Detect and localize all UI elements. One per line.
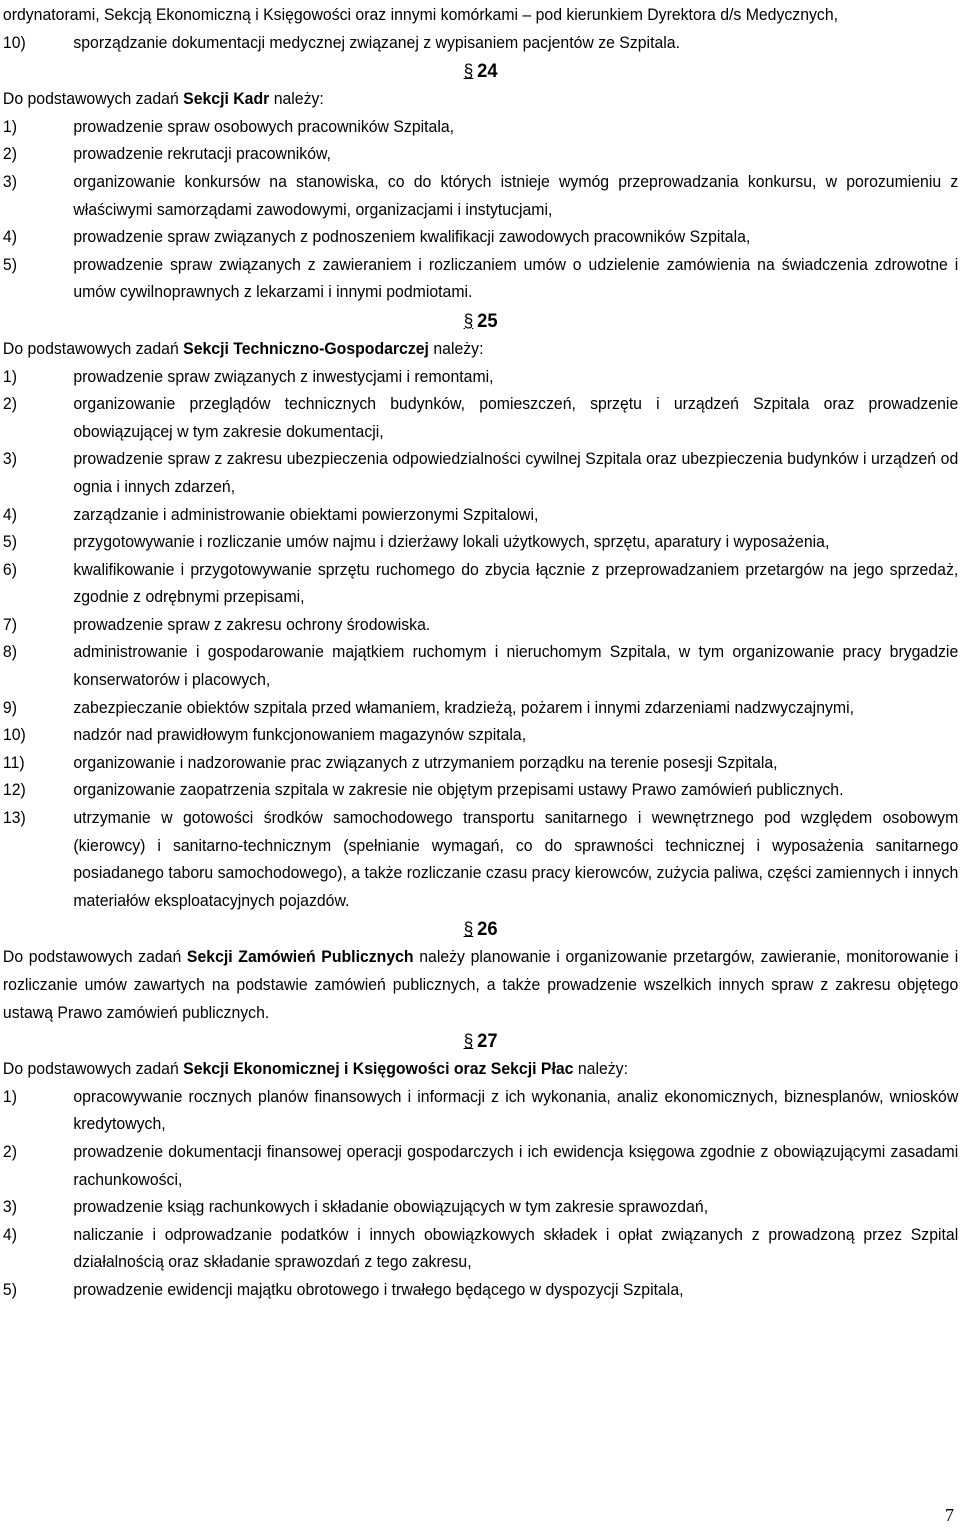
list-item: 12) organizowanie zaopatrzenia szpitala w zakresie nie objętym przepisami ustawy Prawo zamówień publicznych. [2,781,844,800]
list-item: 3) prowadzenie spraw z zakresu ubezpieczenia odpowiedzialności cywilnej Szpitala oraz ubezpieczenia budynków i urządzeń od ognia i innych zdarzeń, [2,450,959,496]
list-item: 2) prowadzenie rekrutacji pracowników, [2,145,331,164]
unit-name: Sekcji Kadr [183,90,270,109]
section-number: 27 [477,1031,498,1053]
list-item: 2) organizowanie przeglądów technicznych budynków, pomieszczeń, sprzętu i urządzeń Szpitala oraz prowadzenie obowiązującej w tym zakresie dokumentacji, [2,395,959,441]
list-item: 8) administrowanie i gospodarowanie majątkiem ruchomym i nieruchomym Szpitala, w tym organizowanie pracy brygadzie konserwatorów i placowych, [2,643,959,690]
section-number: 26 [477,919,498,941]
task-list [3,114,958,307]
list-item: 13) utrzymanie w gotowości środków samochodowego transportu sanitarnego i wewnętrznego pod względem osobowym (kierowcy) i sanitarno-technicznym (spełnianie wymagań, co do sprawności technicznej i wyposażenia sanitarnego posiadanego taboru samochodowego), a także rozliczanie czasu pracy kierowców, zużycia paliwa, części zamiennych i innych materiałów eksploatacyjnych pojazdów. [2,809,959,910]
section-lead: Do podstawowych zadań Sekcji Techniczno-Gospodarczej należy: [2,339,484,358]
section-lead: Do podstawowych zadań Sekcji Ekonomicznej i Księgowości oraz Sekcji Płac należy: [2,1060,628,1079]
unit-name: Sekcji Techniczno-Gospodarczej [183,339,429,358]
item-text: sporządzanie dokumentacji medycznej związanej z wypisaniem pacjentów ze Szpitala. [73,33,680,52]
paragraph-sign: § [463,1031,474,1052]
list-item: 7) prowadzenie spraw z zakresu ochrony środowiska. [2,615,431,634]
intro-item-10 [3,30,960,58]
list-item: 5) prowadzenie spraw związanych z zawieraniem i rozliczaniem umów o udzielenie zamówienia na świadczenia zdrowotne i umów cywilnoprawnych z lekarzami i innymi podmiotami. [2,255,959,302]
list-item: 5) przygotowywanie i rozliczanie umów najmu i dzierżawy lokali użytkowych, sprzętu, aparatury i wyposażenia, [2,533,830,552]
list-item: 9) zabezpieczanie obiektów szpitala przed włamaniem, kradzieżą, pożarem i innymi zdarzeniami nadzwyczajnymi, [2,698,854,717]
list-item: 11) organizowanie i nadzorowanie prac związanych z utrzymaniem porządku na terenie posesji Szpitala, [2,753,778,772]
item-number: 10) [2,33,26,52]
list-item: 1) opracowywanie rocznych planów finansowych i informacji z ich wykonania, analiz ekonomicznych, biznesplanów, wniosków kredytowych, [2,1087,959,1134]
section-heading-27 [3,1027,958,1056]
section-heading-25 [3,307,958,336]
list-item: 3) organizowanie konkursów na stanowiska, co do których istnieje wymóg przeprowadzania konkursu, w porozumieniu z właściwymi samorządami zawodowymi, organizacjami i instytucjami, [2,172,959,219]
section-heading-26 [3,915,958,944]
intro-continuation: ordynatorami, Sekcją Ekonomiczną i Księgowości oraz innymi komórkami – pod kierunkiem Dyrektora d/s Medycznych, [2,6,839,24]
paragraph-sign: § [463,919,474,940]
section-lead: Do podstawowych zadań Sekcji Zamówień Publicznych należy planowanie i organizowanie przetargów, zawieranie, monitorowanie i rozliczanie umów zawartych na podstawie zamówień publicznych, a także prowadzenie wszelkich innych spraw z zakresu objętego ustawą Prawo zamówień publicznych. [2,948,959,1022]
list-item: 4) naliczanie i odprowadzanie podatków i innych obowiązkowych składek i opłat związanych z prowadzoną przez Szpital działalnością oraz składanie sprawozdań z tego zakresu, [2,1225,959,1272]
list-item: 6) kwalifikowanie i przygotowywanie sprzętu ruchomego do zbycia łącznie z przeprowadzaniem przetargów na jego sprzedaż, zgodnie z odrębnymi przepisami, [2,560,959,607]
list-item: 1) prowadzenie spraw związanych z inwestycjami i remontami, [2,367,494,386]
list-item: 1) prowadzenie spraw osobowych pracowników Szpitala, [2,117,455,136]
section-number: 25 [477,310,498,332]
unit-name: Sekcji Ekonomicznej i Księgowości oraz Sekcji Płac [183,1060,574,1079]
list-item: 10) nadzór nad prawidłowym funkcjonowaniem magazynów szpitala, [2,726,527,745]
list-item: 3) prowadzenie ksiąg rachunkowych i składanie obowiązujących w tym zakresie sprawozdań, [2,1198,709,1217]
section-number: 24 [477,61,498,83]
list-item: 2) prowadzenie dokumentacji finansowej operacji gospodarczych i ich ewidencja księgowa zgodnie z obowiązującymi zasadami rachunkowości, [2,1142,959,1189]
task-list [3,1084,958,1305]
list-item: 4) prowadzenie spraw związanych z podnoszeniem kwalifikacji zawodowych pracowników Szpitala, [2,228,751,247]
task-list [3,364,958,916]
section-heading-24 [3,57,958,86]
section-lead: Do podstawowych zadań Sekcji Kadr należy: [2,90,324,109]
unit-name: Sekcji Zamówień Publicznych [186,948,414,967]
paragraph-sign: § [463,310,474,331]
list-item: 5) prowadzenie ewidencji majątku obrotowego i trwałego będącego w dyspozycji Szpitala, [2,1280,684,1299]
list-item: 4) zarządzanie i administrowanie obiektami powierzonymi Szpitalowi, [2,505,539,524]
page-number: 7 [945,1505,954,1525]
paragraph-sign: § [463,61,474,82]
